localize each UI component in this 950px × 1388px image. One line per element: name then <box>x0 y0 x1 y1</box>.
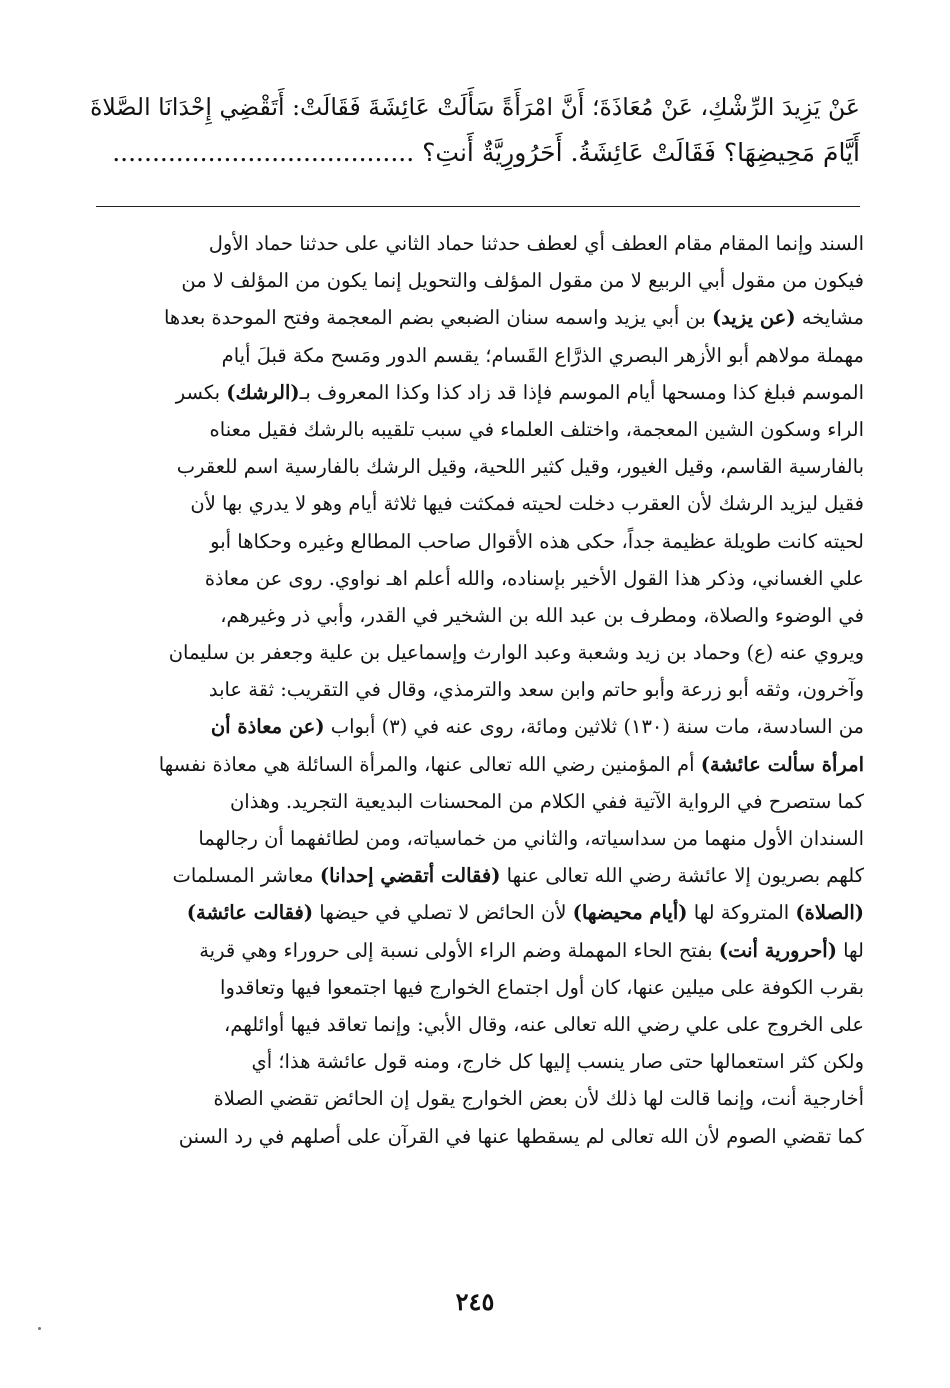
commentary-line: الراء وسكون الشين المعجمة، واختلف العلماء في سبب تلقيبه بالرشك فقيل معناه <box>209 417 864 441</box>
commentary-line: ولكن كثر استعمالها حتى صار ينسب إليها كل خارج، ومنه قول عائشة هذا؛ أي <box>251 1050 864 1074</box>
page-number: ٢٤٥ <box>455 1287 495 1316</box>
commentary-quoted-term: (أيام محيضها) <box>572 901 688 925</box>
commentary-quoted-term: (عن يزيد) <box>711 306 796 330</box>
commentary-quoted-term: (أحرورية أنت) <box>718 938 837 962</box>
commentary-quoted-term: امرأة سألت عائشة) <box>700 752 864 776</box>
commentary-line: أخارجية أنت، وإنما قالت لها ذلك لأن بعض الخوارج يقول إن الحائض تقضي الصلاة <box>213 1087 864 1111</box>
commentary-segment: بن أبي يزيد واسمه سنان الضبعي بضم المعجمة وفتح الموحدة بعدها <box>163 306 712 330</box>
commentary-segment: بكسر <box>175 380 227 404</box>
commentary-line: في الوضوء والصلاة، ومطرف بن عبد الله بن الشخير في القدر، وأبي ذر وغيرهم، <box>220 603 864 627</box>
commentary-segment: معاشر المسلمات <box>172 864 320 888</box>
commentary-line: السندان الأول منهما من سداسياته، والثاني من خماسياته، ومن لطائفهما أن رجالهما <box>198 827 864 850</box>
commentary-line <box>88 374 864 411</box>
commentary-line <box>88 299 864 336</box>
commentary-quoted-term: (عن معاذة أن <box>210 715 325 739</box>
commentary-line: لحيته كانت طويلة عظيمة جداً، حكى هذه الأقوال صاحب المطالع وغيره وحكاها أبو <box>210 529 864 553</box>
commentary-line: السند وإنما المقام مقام العطف أي لعطف حدثنا حماد الثاني على حدثنا حماد الأول <box>208 232 864 255</box>
hadith-line-2 <box>90 130 860 176</box>
commentary-line <box>88 932 864 969</box>
commentary-quoted-term: (الرشك) <box>226 380 300 404</box>
commentary-segment: لأن الحائض لا تصلي في حيضها <box>313 901 573 925</box>
commentary-line: بالفارسية القاسم، وقيل الغيور، وقيل كثير اللحية، وقيل الرشك بالفارسية اسم للعقرب <box>176 455 864 479</box>
commentary-quoted-term: (الصلاة) <box>795 901 864 925</box>
commentary-line <box>88 746 864 783</box>
hadith-line-1: عَنْ يَزِيدَ الرِّشْكِ، عَنْ مُعَاذَةَ؛ أَنَّ امْرَأَةً سَأَلَتْ عَائِشَةَ فَقَالَتْ: أَتَقْضِي إِحْدَانَا الصَّلاةَ <box>90 93 860 121</box>
commentary-line: وآخرون، وثقه أبو زرعة وأبو حاتم وابن سعد والترمذي، وقال في التقريب: ثقة عابد <box>208 678 864 702</box>
commentary-line: علي الغساني، وذكر هذا القول الأخير بإسناده، والله أعلم اهـ نواوي. روى عن معاذة <box>204 566 864 590</box>
hadith-text <box>90 84 860 176</box>
commentary-line: فيكون من مقول أبي الربيع لا من مقول المؤلف والتحويل إنما يكون من المؤلف لا من <box>181 269 864 293</box>
hadith-line-2-dots: ...................................... <box>112 138 415 167</box>
commentary-text <box>88 225 864 1155</box>
scan-speck <box>38 1327 41 1330</box>
commentary-segment: من السادسة، مات سنة (١٣٠) ثلاثين ومائة، روى عنه في (٣) أبواب <box>324 715 864 739</box>
commentary-line: بقرب الكوفة على ميلين عنها، كان أول اجتماع الخوارج فيها اجتمعوا فيها وتعاقدوا <box>220 975 864 999</box>
footnote-separator-rule <box>96 206 860 207</box>
commentary-segment: مشايخه <box>795 306 864 330</box>
commentary-line: كما ستصرح في الرواية الآتية ففي الكلام من المحسنات البديعية التجريد. وهذان <box>229 789 864 813</box>
commentary-segment: لها <box>836 938 864 962</box>
commentary-quoted-term: (فقالت عائشة) <box>186 901 314 925</box>
commentary-line <box>88 708 864 745</box>
commentary-segment: كلهم بصريون إلا عائشة رضي الله تعالى عنها <box>500 864 864 888</box>
commentary-quoted-term: (فقالت أتقضي إحدانا) <box>319 864 501 888</box>
commentary-segment: المتروكة لها <box>687 901 796 925</box>
commentary-line: فقيل ليزيد الرشك لأن العقرب دخلت لحيته فمكثت فيها ثلاثة أيام وهو لا يدري بها لأن <box>190 492 864 516</box>
hadith-line-2-text: أَيَّامَ مَحِيضِهَا؟ فَقَالَتْ عَائِشَةُ. أَحَرُورِيَّةٌ أَنتِ؟ <box>422 138 860 167</box>
commentary-line <box>88 894 864 931</box>
commentary-segment: بفتح الحاء المهملة وضم الراء الأولى نسبة إلى حروراء وهي قرية <box>199 938 719 962</box>
commentary-line: مهملة مولاهم أبو الأزهر البصري الذرَّاع القَسام؛ يقسم الدور ومَسح مكة قبلَ أيام <box>221 343 864 367</box>
commentary-line: كما تقضي الصوم لأن الله تعالى لم يسقطها عنها في القرآن على أصلهم في رد السنن <box>178 1124 864 1148</box>
commentary-segment: أم المؤمنين رضي الله تعالى عنها، والمرأة السائلة هي معاذة نفسها <box>158 752 701 776</box>
commentary-line: ويروي عنه (ع) وحماد بن زيد وشعبة وعبد الوارث وإسماعيل بن علية وجعفر بن سليمان <box>168 641 864 665</box>
commentary-segment: الموسم فبلغ كذا ومسحها أيام الموسم فإذا قد زاد كذا وكذا المعروف بـ <box>299 380 864 404</box>
commentary-line <box>88 857 864 894</box>
commentary-line: على الخروج على علي رضي الله تعالى عنه، وقال الأبي: وإنما تعاقد فيها أوائلهم، <box>223 1012 864 1036</box>
